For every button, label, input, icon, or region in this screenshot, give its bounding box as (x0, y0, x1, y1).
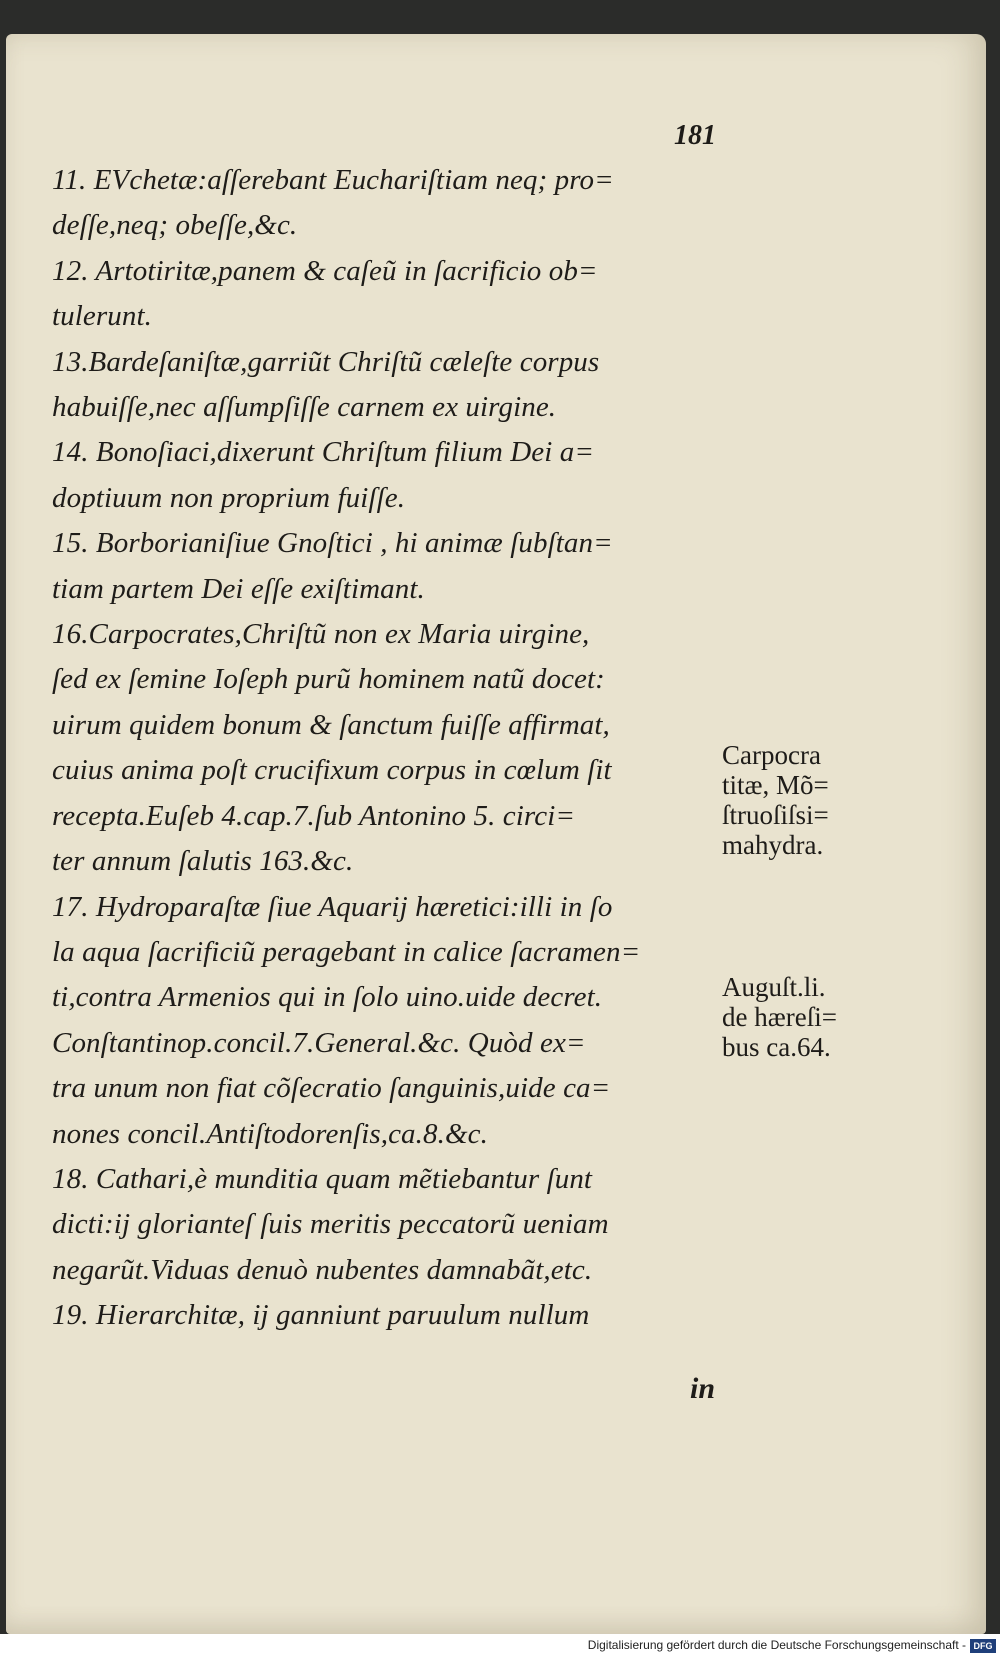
text-line: la aqua ſacrificiũ peragebant in calice ſacramen= (52, 935, 641, 968)
text-line: 13.Bardeſaniſtæ,garriũt Chriſtũ cæleſte corpus (52, 345, 600, 378)
text-line: dicti:ij glorianteſ ſuis meritis peccatorũ ueniam (52, 1208, 609, 1241)
text-line: 16.Carpocrates,Chriſtũ non ex Maria uirgine, (52, 618, 590, 651)
text-line: negarũt.Viduas denuò nubentes damnabãt,etc. (52, 1253, 593, 1286)
text-line: 14. Bonoſiaci,dixerunt Chriſtum filium Dei a= (52, 436, 595, 469)
text-line: ter annum ſalutis 163.&c. (52, 845, 354, 878)
page-number: 181 (674, 120, 716, 151)
margin-note-line: bus ca.64. (722, 1032, 831, 1062)
text-line: habuiſſe,nec aſſumpſiſſe carnem ex uirgine. (52, 391, 557, 424)
text-line: Conſtantinop.concil.7.General.&c. Quòd ex= (52, 1026, 586, 1059)
text-line: 18. Cathari,è munditia quam mẽtiebantur ſunt (52, 1162, 593, 1195)
text-line: cuius anima poſt crucifixum corpus in cœlum ſit (52, 754, 612, 787)
text-line: tulerunt. (52, 300, 152, 333)
margin-note-line: mahydra. (722, 830, 824, 860)
text-line: 17. Hydroparaſtæ ſiue Aquarij hæretici:illi in ſo (52, 890, 613, 923)
text-line: deſſe,neq; obeſſe,&c. (52, 209, 298, 242)
margin-note-line: de hæreſi= (722, 1002, 837, 1032)
text-line: 15. Borborianiſiue Gnoſtici , hi animæ ſubſtan= (52, 527, 613, 560)
margin-note-line: Carpocra (722, 740, 821, 770)
text-line: ti,contra Armenios qui in ſolo uino.uide decret. (52, 981, 603, 1014)
margin-note-line: titæ, Mõ= (722, 770, 829, 800)
footer-bar (0, 1634, 1000, 1656)
margin-note-carpocratians (722, 740, 829, 860)
text-line: 11. EVchetæ:aſſerebant Euchariſtiam neq; pro= (52, 164, 614, 196)
margin-note-augustine (722, 972, 837, 1062)
dfg-logo-icon: DFG (970, 1639, 996, 1653)
catchword: in (690, 1372, 716, 1405)
text-line: nones concil.Antiſtodorenſis,ca.8.&c. (52, 1117, 488, 1150)
text-line: uirum quidem bonum & ſanctum fuiſſe affirmat, (52, 708, 610, 741)
margin-note-line: Auguſt.li. (722, 972, 826, 1002)
text-line: doptiuum non proprium fuiſſe. (52, 481, 406, 514)
text-line: tiam partem Dei eſſe exiſtimant. (52, 572, 425, 605)
margin-note-line: ſtruoſiſsi= (722, 800, 829, 830)
text-line: tra unum non fiat cõſecratio ſanguinis,uide ca= (52, 1072, 611, 1105)
text-line: recepta.Euſeb 4.cap.7.ſub Antonino 5. circi= (52, 799, 576, 832)
footer-credit: Digitalisierung gefördert durch die Deutsche Forschungsgemeinschaft - (587, 1638, 966, 1652)
text-line: ſed ex ſemine Ioſeph purũ hominem natũ docet: (52, 663, 605, 696)
text-line: 12. Artotiritæ,panem & caſeũ in ſacrificio ob= (52, 254, 598, 287)
book-page (6, 34, 986, 1634)
text-line: 19. Hierarchitæ, ij ganniunt paruulum nullum (52, 1299, 590, 1332)
main-text-block (52, 158, 716, 1339)
